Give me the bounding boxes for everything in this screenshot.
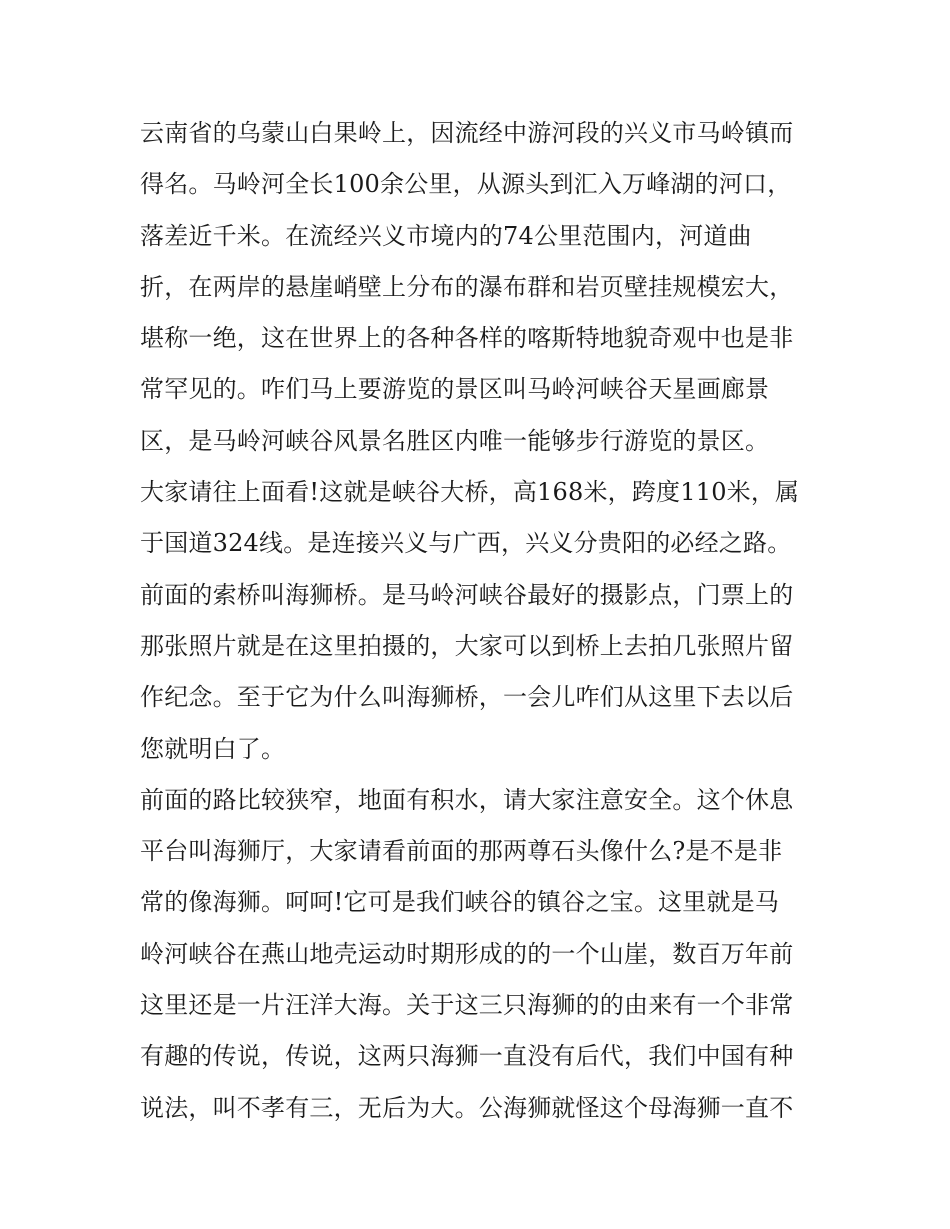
- text-line: 那张照片就是在这里拍摄的，大家可以到桥上去拍几张照片留: [140, 631, 794, 660]
- text-line: 大家请往上面看!这就是峡谷大桥，高168米，跨度110米，属: [140, 478, 800, 507]
- text-line: 岭河峡谷在燕山地壳运动时期形成的的一个山崖，数百万年前: [140, 939, 794, 968]
- text-line: 有趣的传说，传说，这两只海狮一直没有后代，我们中国有种: [140, 1042, 794, 1071]
- text-line: 这里还是一片汪洋大海。关于这三只海狮的的由来有一个非常: [140, 991, 794, 1020]
- text-line: 常的像海狮。呵呵!它可是我们峡谷的镇谷之宝。这里就是马: [140, 888, 780, 917]
- text-line: 于国道324线。是连接兴义与广西，兴义分贵阳的必经之路。: [140, 529, 792, 558]
- text-line: 前面的路比较狭窄，地面有积水，请大家注意安全。这个休息: [140, 785, 794, 814]
- text-line: 堪称一绝，这在世界上的各种各样的喀斯特地貌奇观中也是非: [140, 324, 794, 353]
- text-line: 您就明白了。: [140, 734, 286, 763]
- text-line: 折，在两岸的悬崖峭壁上分布的瀑布群和岩页壁挂规模宏大，: [140, 272, 794, 301]
- text-line: 前面的索桥叫海狮桥。是马岭河峡谷最好的摄影点，门票上的: [140, 580, 794, 609]
- text-line: 说法，叫不孝有三，无后为大。公海狮就怪这个母海狮一直不: [140, 1093, 794, 1122]
- document-body: [140, 108, 820, 1134]
- text-line: 得名。马岭河全长100余公里，从源头到汇入万峰湖的河口，: [140, 170, 792, 199]
- text-line: 区，是马岭河峡谷风景名胜区内唯一能够步行游览的景区。: [140, 426, 770, 455]
- text-line: 常罕见的。咋们马上要游览的景区叫马岭河峡谷天星画廊景: [140, 375, 770, 404]
- text-line: 云南省的乌蒙山白果岭上，因流经中游河段的兴义市马岭镇而: [140, 119, 794, 147]
- text-line: 落差近千米。在流经兴义市境内的74公里范围内，河道曲: [140, 221, 752, 250]
- text-line: 作纪念。至于它为什么叫海狮桥，一会儿咋们从这里下去以后: [140, 683, 794, 712]
- text-line: 平台叫海狮厅，大家请看前面的那两尊石头像什么?是不是非: [140, 837, 783, 866]
